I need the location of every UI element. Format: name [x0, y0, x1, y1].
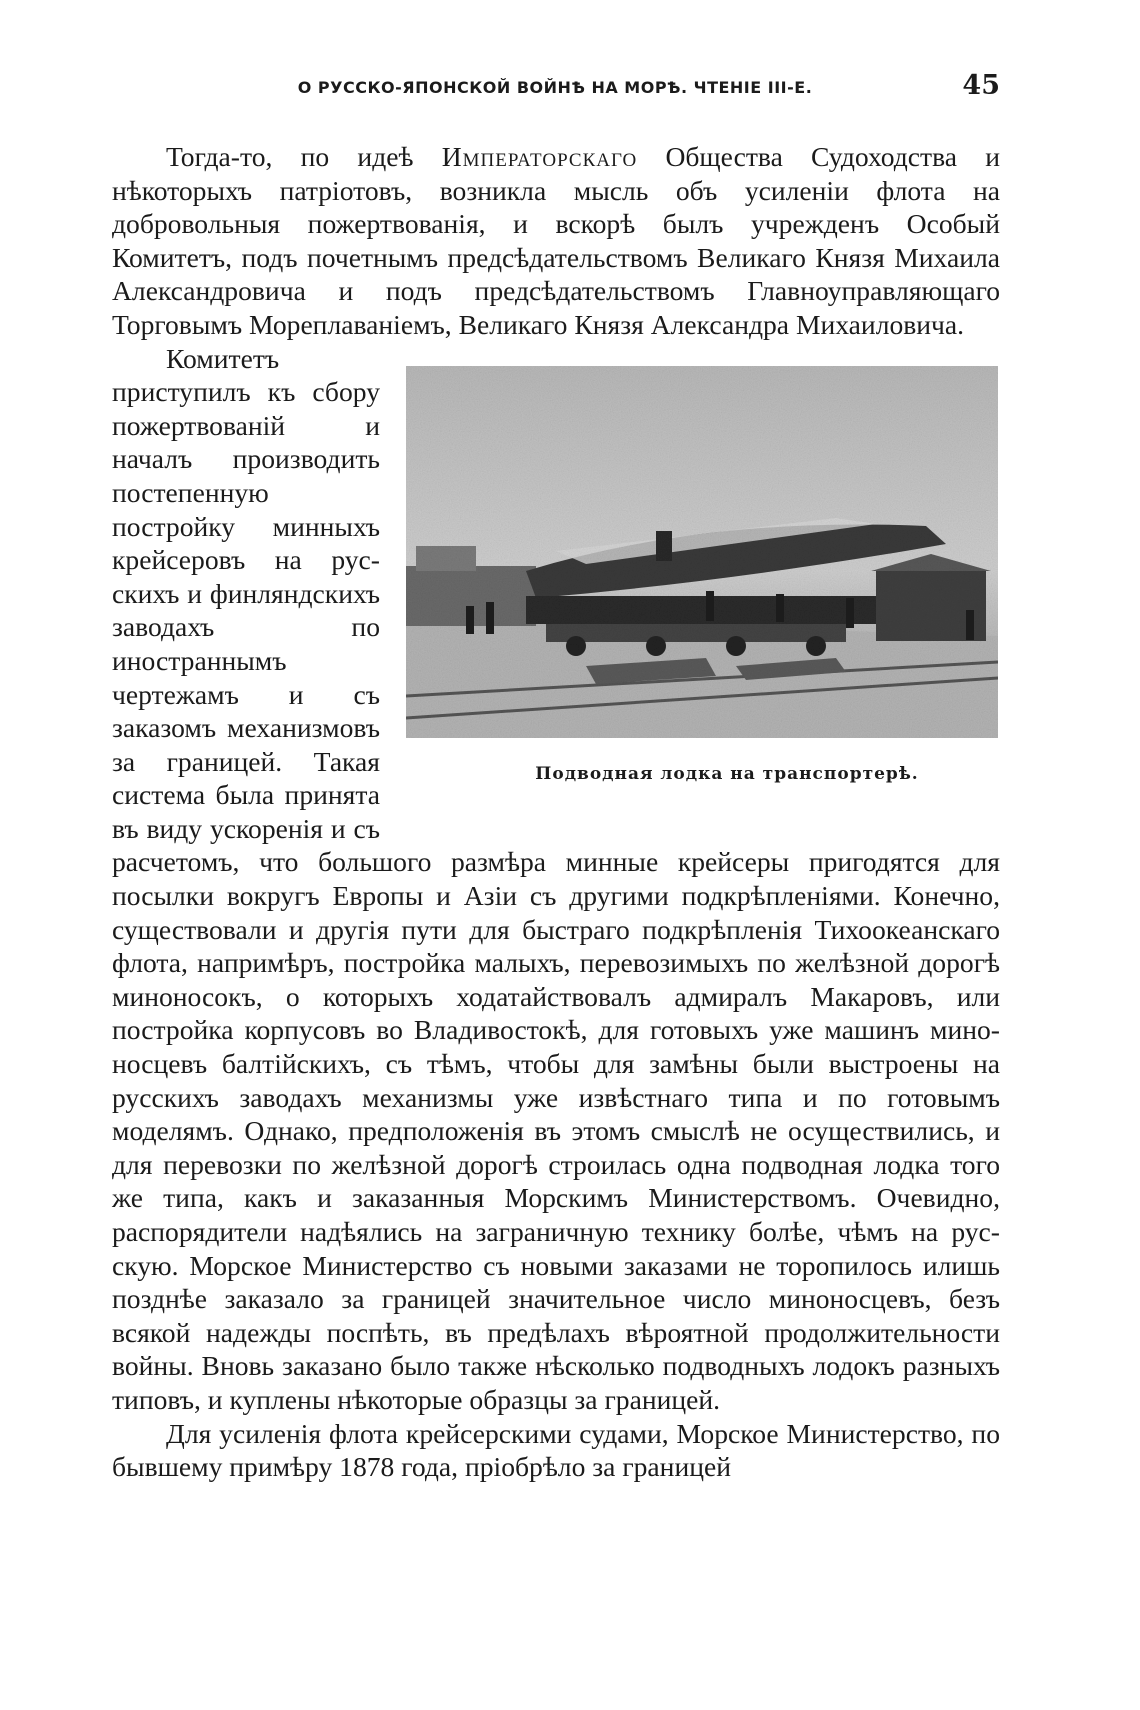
paragraph-2 [112, 342, 1000, 1417]
figure-caption: Подводная лодка на транспортерѣ. [535, 763, 919, 784]
paragraph-1-start: Тогда-то, по идеѣ [166, 141, 442, 172]
main-text [112, 140, 1000, 1484]
emphasis-imperial: Императорскаго [441, 141, 638, 172]
paragraph-2-text: Комитетъ приступилъ къ сбору пожертвованій и началъ производить постепенную постройку минныхъ крейсеровъ на русскихъ и финляндскихъ заводахъ по иностраннымъ чертежамъ и съ заказомъ механизмовъ за границей. Такая система была принята въ виду ускоренія и съ расчетомъ, что большого размѣра минные крейсеры пригодятся для посылки вокругъ Европы и Азіи съ другими подкрѣпленіями. Конечно, существовали и другія пути для быстраго подкрѣпленія Тихоокеанскаго флота, напримѣръ, постройка малыхъ, перевозимыхъ по желѣзной дорогѣ миноносокъ, о которыхъ ходатайствовалъ адмиралъ Макаровъ, или постройка корпусовъ во Владивостокѣ, для готовыхъ уже машинъ миноносцевъ балтійскихъ, съ тѣмъ, чтобы для замѣны были выстроены на русскихъ заводахъ механизмы уже извѣстнаго типа и по готовымъ моделямъ. Однако, предположенія въ этомъ смыслѣ не осуществились, и для перевозки по желѣзной дорогѣ строилась одна подводная лодка того же типа, какъ и заказанныя Морскимъ Министерствомъ. Очевидно, распорядители надѣялись на заграничную технику болѣе, чѣмъ на русскую. Морское Министерство съ новыми заказами не торопилось илишь позднѣе заказало за границей значительное число миноносцевъ, безъ всякой надежды поспѣть, въ предѣлахъ вѣроятной продолжительности войны. Вновь заказано было также нѣсколько подводныхъ лодокъ разныхъ типовъ, и куплены нѣкоторые образцы за границей. [112, 342, 1000, 1415]
paragraph-3: Для усиленія флота крейсерскими судами, Морское Министерство, по бывшему примѣру 1878 года, пріобрѣло за границей [112, 1417, 1000, 1483]
submarine-photo [406, 366, 998, 738]
page-header [110, 70, 1000, 106]
page-number: 45 [962, 70, 1000, 101]
paragraph-1-rest: Общества Судоходства и нѣкоторыхъ патріотовъ, возникла мысль объ усиленіи флота на добровольныя пожертвованія, и вскорѣ былъ учрежденъ Особый Комитетъ, подъ почетнымъ предсѣдательствомъ Великаго Князя Михаила Александровича и подъ предсѣдательствомъ Главноуправляющаго Торговымъ Мореплаваніемъ, Великаго Князя Александра Михаиловича. [112, 141, 1000, 340]
figure [400, 366, 1000, 816]
paragraph-1 [112, 140, 1000, 342]
running-title: О РУССКО-ЯПОНСКОЙ ВОЙНѢ НА МОРѢ. ЧТЕНІЕ III-Е. [297, 78, 813, 97]
